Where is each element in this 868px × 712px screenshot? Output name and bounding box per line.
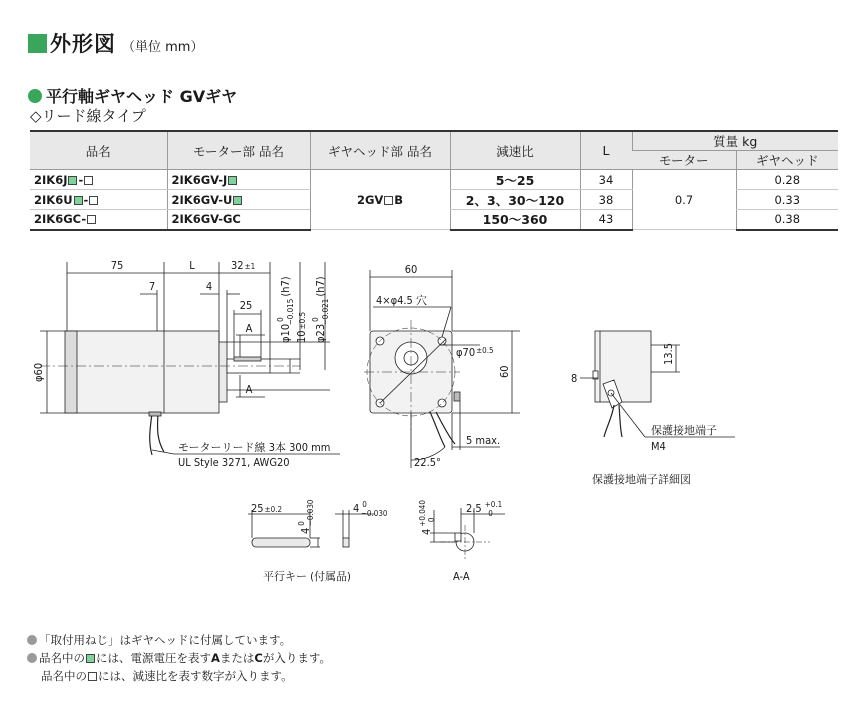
aa-width: 2.5 $^{+0.1}$ 0 [466, 500, 503, 518]
model-cell: 2IK6J - [30, 170, 167, 190]
type-heading-text: ◇リード線タイプ [30, 107, 146, 125]
th-model: 品名 [30, 131, 167, 170]
max-5-label: 5 max. [466, 434, 501, 447]
gear-mass-cell: 0.33 [736, 190, 838, 210]
ratio-cell: 150～360 [450, 210, 580, 230]
dim-shaft-dia: $\varphi 10^0-0.015(h7)$ [276, 276, 295, 343]
motor-body [67, 331, 219, 413]
key-width: 4 $^0$ −0.030 [353, 500, 388, 518]
dim-10: 10±0.5 [295, 311, 308, 343]
note-2: 品名中の には、電源電圧を表す A または C が入ります。 [27, 649, 331, 667]
gear-part-cell: 2GV B [310, 170, 450, 230]
side-8-label: 8 [571, 372, 578, 385]
motor-part-cell: 2IK6GV-U [167, 190, 310, 210]
product-heading-text: 平行軸ギヤヘッド GVギヤ [46, 87, 238, 106]
motor-part-cell: 2IK6GV-J [167, 170, 310, 190]
th-L: L [580, 131, 632, 170]
lead-note-2: UL Style 3271, AWG20 [178, 456, 290, 469]
ground-screw: M4 [651, 440, 666, 453]
motor-mass-cell: 0.7 [632, 170, 736, 230]
pcd-label: $\varphi 70^{\pm 0.5}$ [456, 346, 494, 359]
ratio-cell: 5～25 [450, 170, 580, 190]
L-cell: 34 [580, 170, 632, 190]
th-motor-part: モーター部 品名 [167, 131, 310, 170]
parallel-key [252, 538, 310, 547]
th-gear-part: ギヤヘッド部 品名 [310, 131, 450, 170]
th-ratio: 減速比 [450, 131, 580, 170]
th-mass: 質量 kg [632, 131, 838, 151]
aa-depth: $4^{+0.040}0$ [418, 500, 436, 535]
section-A-upper: A [245, 322, 253, 335]
dim-75: 75 [110, 259, 124, 272]
key-end-view [343, 538, 349, 547]
lead-note-1: モーターリード線 3本 300 mm [178, 441, 331, 454]
key-height: $4^0-0.030$ [297, 499, 315, 534]
holes-label: 4×φ4.5 穴 [376, 294, 427, 307]
gear-flange [219, 342, 227, 402]
dim-4: 4 [205, 280, 213, 293]
ground-label: 保護接地端子 [651, 424, 717, 437]
gear-mass-cell: 0.38 [736, 210, 838, 230]
ground-detail-caption: 保護接地端子詳細図 [592, 473, 691, 486]
dim-L: L [189, 259, 195, 272]
ratio-cell: 2、3、30～120 [450, 190, 580, 210]
key-caption: 平行キー (付属品) [263, 570, 351, 583]
L-cell: 43 [580, 210, 632, 230]
section-A-lower: A [245, 383, 253, 396]
shaft-key [234, 357, 261, 361]
key-length: 25±0.2 [251, 502, 283, 515]
aa-caption: A-A [453, 570, 470, 583]
terminal-detail-body [595, 331, 651, 402]
note-3: 品名中の には、減速比を表す数字が入ります。 [41, 669, 293, 683]
th-mass-gear: ギヤヘッド [736, 151, 838, 170]
dim-32: 32±1 [231, 259, 256, 272]
motor-part-cell: 2IK6GV-GC [167, 210, 310, 230]
dim-front-60-right: 60 [498, 365, 511, 378]
voltage-box-icon [86, 654, 95, 663]
motor-end-cap [65, 331, 77, 413]
th-mass-motor: モーター [632, 151, 736, 170]
dim-hub-dia: $\varphi 23^0-0.021(h7)$ [311, 276, 330, 343]
angle-label: 22.5° [414, 456, 441, 469]
title-text: 外形図 [50, 32, 116, 56]
unit-label: （単位 mm） [122, 39, 204, 55]
dim-dia-60: φ60 [32, 362, 45, 382]
model-cell: 2IK6GC- [30, 210, 167, 230]
ratio-box-icon [88, 672, 97, 681]
dim-7: 7 [148, 280, 156, 293]
side-13-5-label: 13.5 [662, 342, 675, 365]
L-cell: 38 [580, 190, 632, 210]
model-cell: 2IK6U - [30, 190, 167, 210]
gear-mass-cell: 0.28 [736, 170, 838, 190]
note-bullet-icon [27, 653, 37, 663]
notes [27, 631, 331, 685]
dim-25: 25 [239, 299, 253, 312]
note-bullet-icon [27, 635, 37, 645]
dim-front-60-top: 60 [404, 263, 418, 276]
note-1: 「取付用ねじ」はギヤヘッドに付属しています。 [27, 631, 331, 649]
